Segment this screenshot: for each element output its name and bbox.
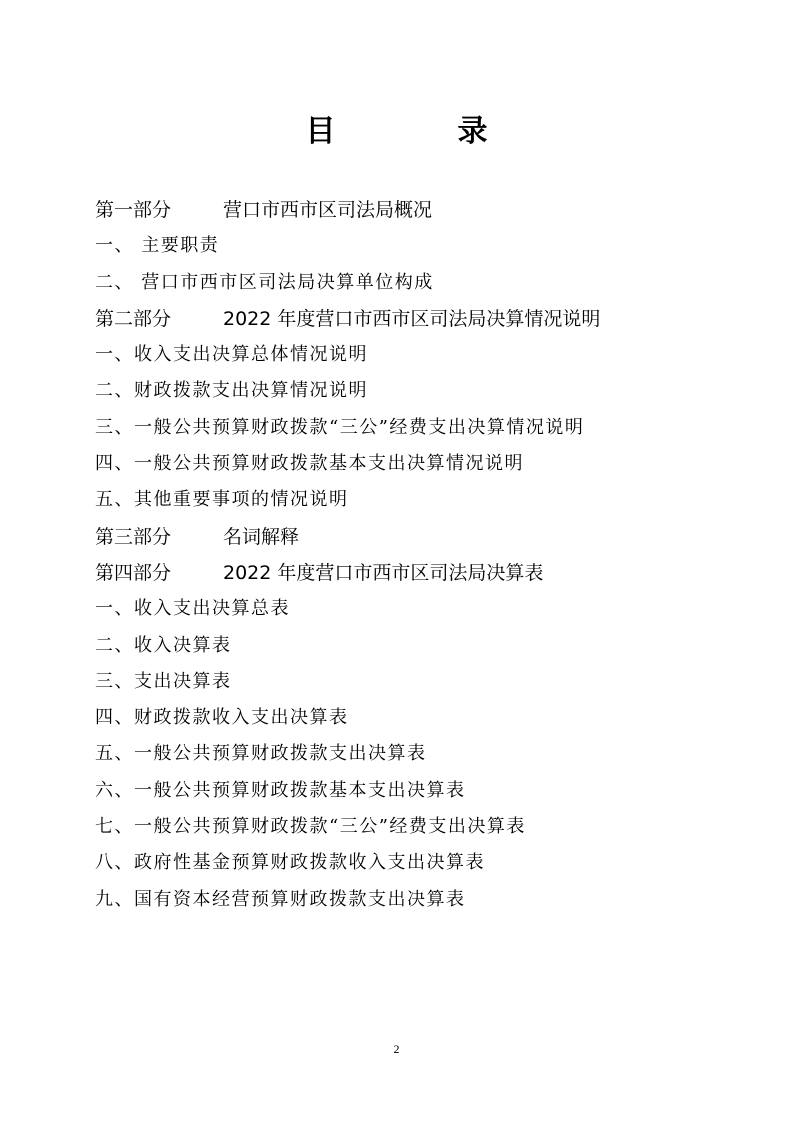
- toc-item[interactable]: 四、一般公共预算财政拨款基本支出决算情况说明: [95, 453, 524, 475]
- toc-item[interactable]: 一、 主要职责: [95, 235, 220, 257]
- toc-item[interactable]: 二、 营口市西市区司法局决算单位构成: [95, 271, 434, 293]
- part-label: 第一部分: [95, 199, 172, 221]
- toc-item[interactable]: 四、财政拨款收入支出决算表: [95, 707, 349, 729]
- toc-item[interactable]: 一、收入支出决算总体情况说明: [95, 344, 368, 366]
- part-label: 第四部分: [95, 561, 172, 584]
- part-title: 2022 年度营口市西市区司法局决算表: [223, 561, 544, 584]
- part-title: 名词解释: [223, 525, 300, 548]
- toc-item[interactable]: 五、其他重要事项的情况说明: [95, 489, 349, 511]
- toc-part-4[interactable]: [95, 555, 715, 591]
- page-number: 2: [393, 1042, 400, 1056]
- toc-item[interactable]: 六、一般公共预算财政拨款基本支出决算表: [95, 779, 466, 801]
- part-title: 2022 年度营口市西市区司法局决算情况说明: [223, 307, 601, 330]
- toc-item[interactable]: 八、政府性基金预算财政拨款收入支出决算表: [95, 852, 485, 874]
- toc-item[interactable]: 五、一般公共预算财政拨款支出决算表: [95, 743, 427, 765]
- toc-item[interactable]: 二、财政拨款支出决算情况说明: [95, 380, 368, 402]
- toc-part-2[interactable]: [95, 301, 715, 337]
- toc-part-1[interactable]: [95, 192, 715, 228]
- toc-part-3[interactable]: [95, 519, 715, 555]
- page-title: 目 录: [305, 114, 534, 149]
- table-of-contents: [95, 192, 715, 918]
- part-label: 第三部分: [95, 525, 172, 548]
- part-title: 营口市西市区司法局概况: [223, 199, 433, 221]
- toc-item[interactable]: 三、一般公共预算财政拨款“三公”经费支出决算情况说明: [95, 416, 585, 438]
- toc-item[interactable]: 一、收入支出决算总表: [95, 598, 290, 620]
- toc-item[interactable]: 七、一般公共预算财政拨款“三公”经费支出决算表: [95, 816, 526, 838]
- toc-item[interactable]: 三、支出决算表: [95, 670, 232, 692]
- toc-item[interactable]: 二、收入决算表: [95, 634, 232, 656]
- part-label: 第二部分: [95, 307, 172, 330]
- toc-item[interactable]: 九、国有资本经营预算财政拨款支出决算表: [95, 888, 466, 910]
